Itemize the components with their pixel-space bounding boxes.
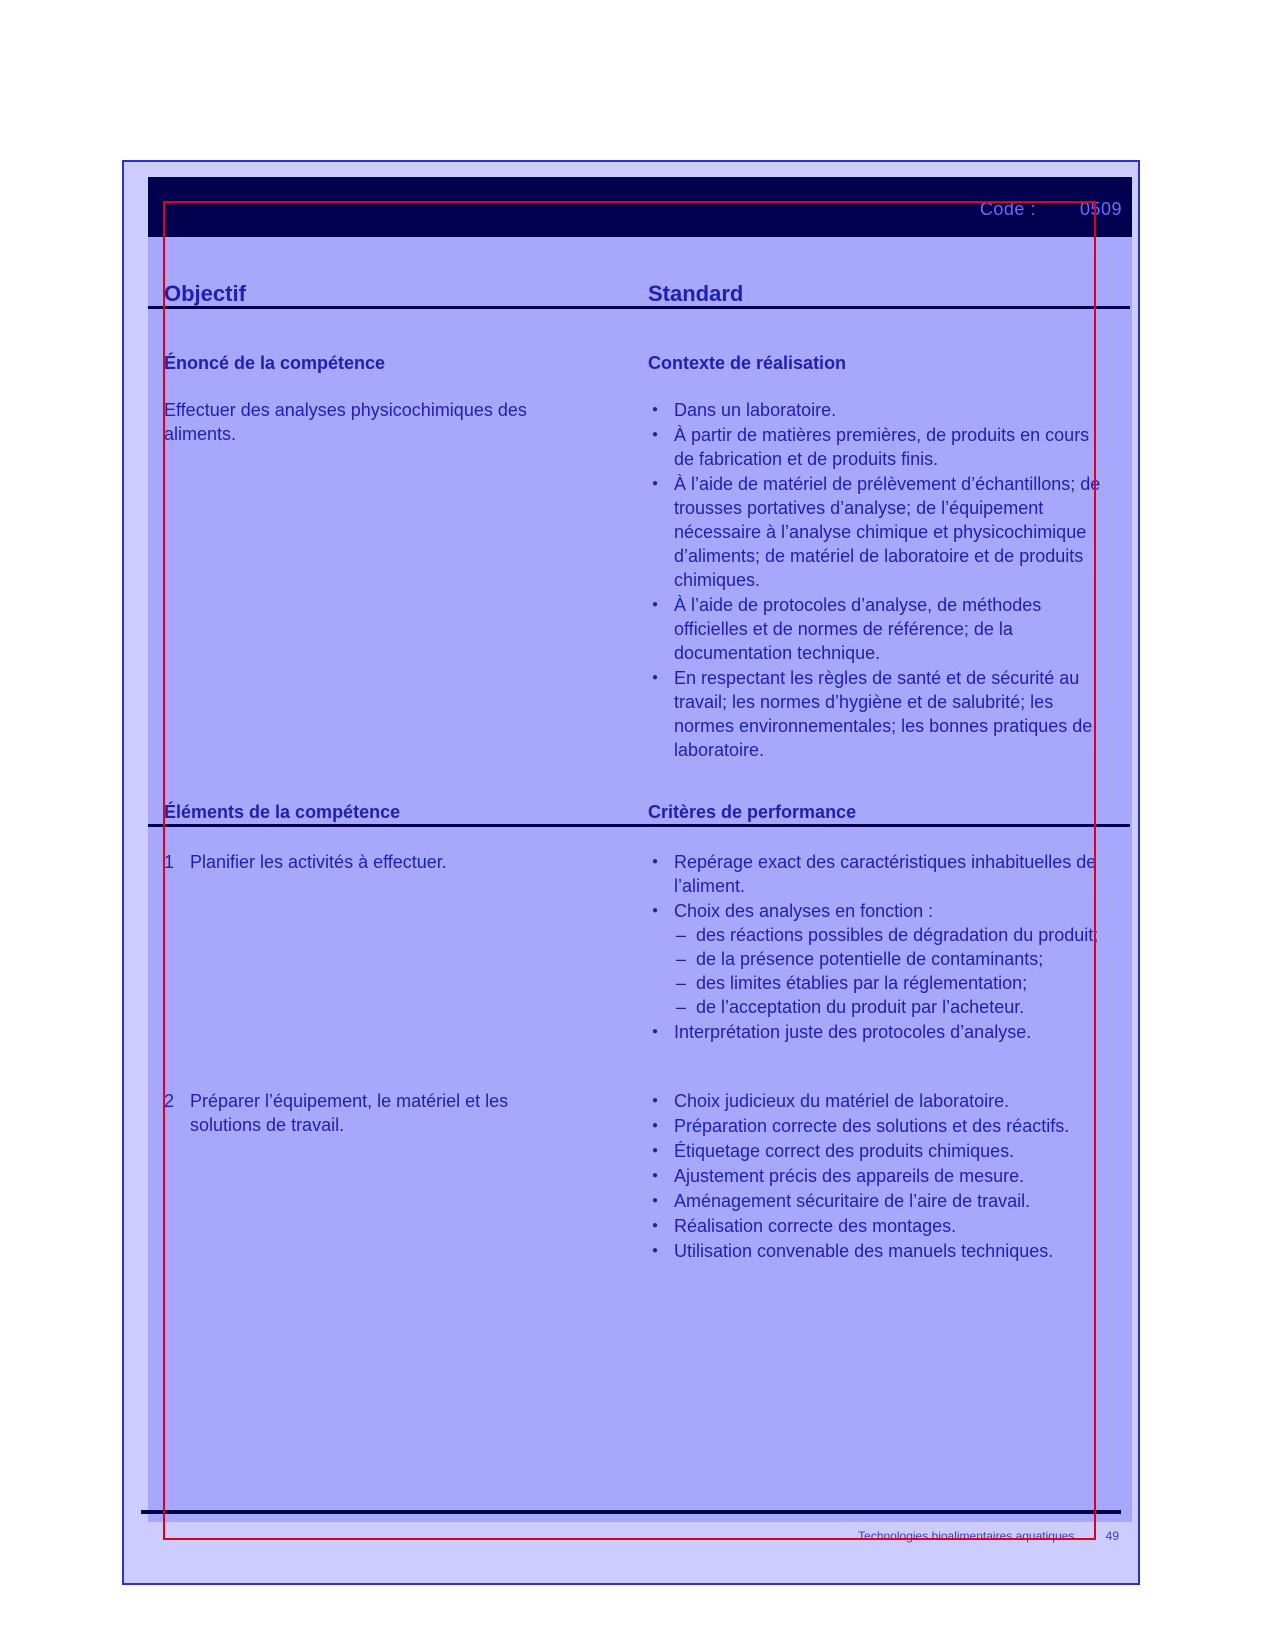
- element-1: [164, 850, 654, 874]
- criteria-subitem: – des limites établies par la réglementation;: [674, 971, 1112, 995]
- criteria-item: ● Étiquetage correct des produits chimiques.: [652, 1139, 1112, 1163]
- element-number: 1: [164, 852, 175, 872]
- code-label-text: Code :: [979, 199, 1036, 219]
- criteria-subitem: – de l’acceptation du produit par l’acheteur.: [674, 995, 1112, 1019]
- footer-title: Technologies bioalimentaires aquatiques: [858, 1529, 1075, 1543]
- criteria-item: ● Utilisation convenable des manuels techniques.: [652, 1239, 1112, 1263]
- criteria-item: ● Ajustement précis des appareils de mesure.: [652, 1164, 1112, 1188]
- elements-heading: Éléments de la compétence: [164, 802, 401, 822]
- criteria-item: ● Réalisation correcte des montages.: [652, 1214, 1112, 1238]
- context-item: ● En respectant les règles de santé et de sécurité au travail; les normes d’hygiène et de salubrité; les normes environnementales; les bonnes pratiques de laboratoire.: [652, 666, 1112, 762]
- code-label: [980, 199, 1122, 220]
- elements-rule: [148, 824, 1130, 827]
- footer: [858, 1529, 1119, 1543]
- criteria-item-text: Choix des analyses en fonction :: [674, 901, 934, 921]
- context-item: ● À l’aide de protocoles d’analyse, de méthodes officielles et de normes de référence; de la documentation technique.: [652, 593, 1112, 665]
- context-item: ● Dans un laboratoire.: [652, 398, 1112, 422]
- title-objectif: Objectif: [164, 281, 246, 306]
- context-item: ● À l’aide de matériel de prélèvement d’échantillons; de trousses portatives d’analyse; de l’équipement nécessaire à l’analyse chimique et physicochimique d’aliments; de matériel de laboratoire et de produits chimiques.: [652, 472, 1112, 592]
- code-value: 0509: [1079, 199, 1122, 219]
- criteria-item: [652, 899, 1112, 1019]
- element-2: [164, 1089, 584, 1137]
- criteria-item: ● Aménagement sécuritaire de l’aire de travail.: [652, 1189, 1112, 1213]
- criteria-item: ● Repérage exact des caractéristiques inhabituelles de l’aliment.: [652, 850, 1112, 898]
- element-text: Préparer l’équipement, le matériel et les solutions de travail.: [190, 1091, 509, 1135]
- criteria-item: ● Choix judicieux du matériel de laboratoire.: [652, 1089, 1112, 1113]
- criteria-heading: Critères de performance: [648, 802, 857, 822]
- context-item: ● À partir de matières premières, de produits en cours de fabrication et de produits finis.: [652, 423, 1112, 471]
- element-number: 2: [164, 1091, 175, 1111]
- element-1-criteria: [652, 850, 1112, 1045]
- context-heading: Contexte de réalisation: [648, 353, 847, 373]
- criteria-subitem: – des réactions possibles de dégradation du produit;: [674, 923, 1112, 947]
- criteria-item: ● Interprétation juste des protocoles d’analyse.: [652, 1020, 1112, 1044]
- footer-rule: [141, 1510, 1121, 1514]
- criteria-item: ● Préparation correcte des solutions et des réactifs.: [652, 1114, 1112, 1138]
- competence-statement-heading: Énoncé de la compétence: [164, 353, 386, 373]
- title-standard: Standard: [648, 281, 744, 306]
- context-list: [652, 398, 1112, 763]
- competence-statement: Effectuer des analyses physicochimiques des aliments.: [164, 400, 527, 444]
- element-text: Planifier les activités à effectuer.: [190, 852, 447, 872]
- page-number: 49: [1105, 1529, 1119, 1543]
- element-2-criteria: [652, 1089, 1112, 1264]
- criteria-subitem: – de la présence potentielle de contaminants;: [674, 947, 1112, 971]
- title-rule: [148, 306, 1130, 309]
